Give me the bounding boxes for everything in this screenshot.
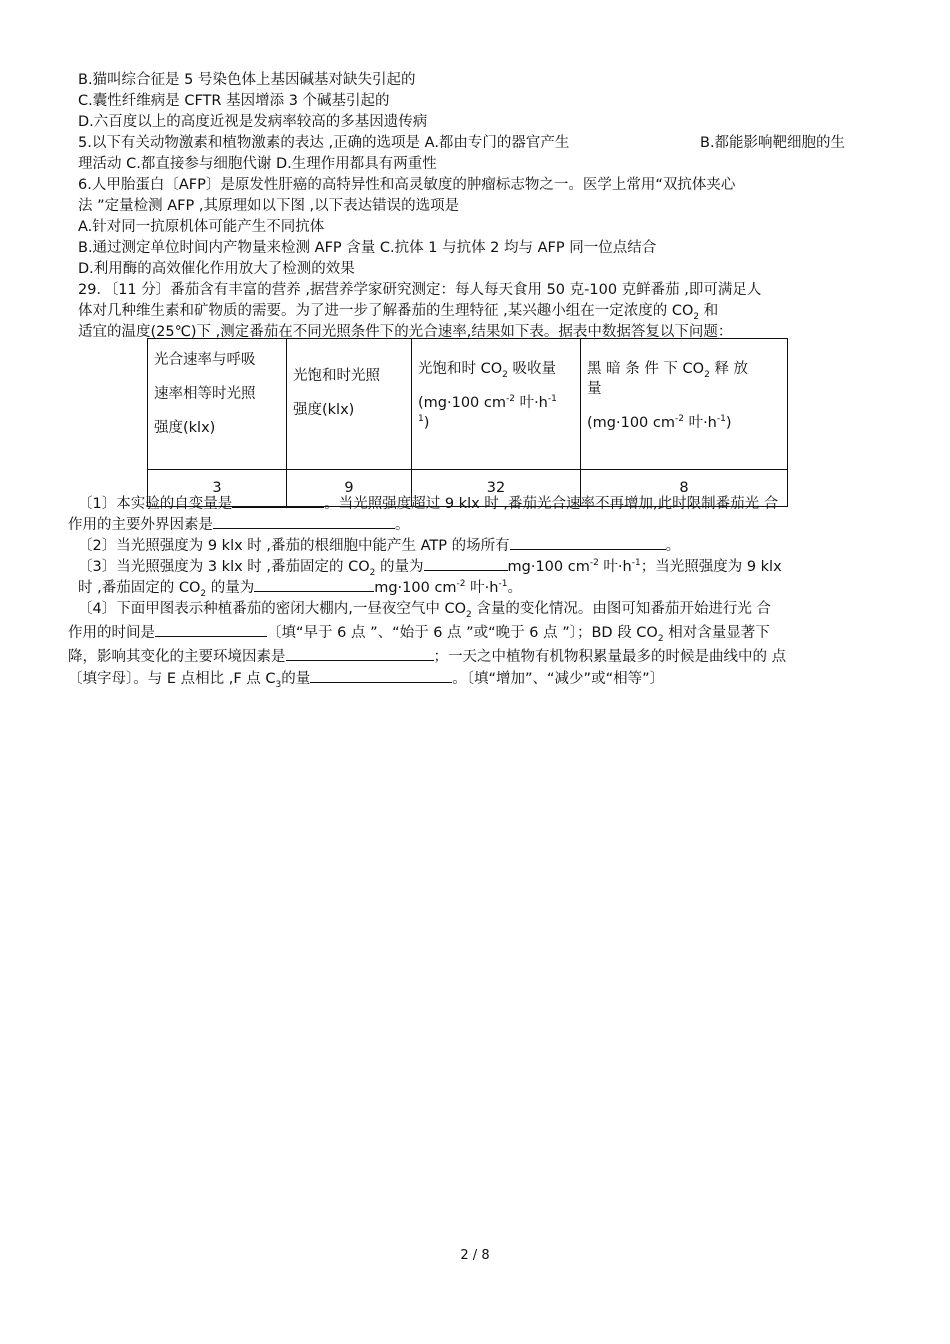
sub-question-2 <box>78 534 680 556</box>
question-5 <box>78 133 569 153</box>
table-cell: 8 <box>581 470 788 507</box>
text: ；当光照强度为 9 klx <box>640 559 782 575</box>
text: 。 <box>665 538 681 554</box>
table-header-row <box>148 339 788 470</box>
question-29-cont2: 适宜的温度(25℃)下 ,测定番茄在不同光照条件下的光合速率,结果如下表。据表中数据答复以下问题： <box>78 324 733 340</box>
header-text: 黑 暗 条 件 下 $CO_2$ 释 放 <box>587 361 749 380</box>
text: 〔填字母〕。与 E 点相比 ,F 点 C <box>68 671 276 687</box>
sub-question-4 <box>78 599 771 619</box>
superscript: -1 <box>631 558 641 569</box>
question-5-option-b: B.都能影响靶细胞的生 <box>700 135 846 151</box>
subscript: 3 <box>275 679 282 690</box>
subscript: 2 <box>693 311 700 322</box>
subscript: 2 <box>657 633 664 644</box>
header-text: 速率相等时光照 <box>154 386 256 402</box>
text: 〔填“早于 6 点 ”、“始于 6 点 ”或“晚于 6 点 ”〕；BD 段 CO <box>267 625 658 641</box>
superscript: -1 <box>498 579 508 590</box>
text: 。当光照强度超过 9 klx 时 ,番茄光合速率不再增加,此时限制番茄光 合 <box>324 496 779 512</box>
text: 〔填“增加”、“减少”或“相等”〕 <box>466 671 665 687</box>
header-text: 光饱和时 $CO_2$ 吸收量 <box>418 361 556 380</box>
header-unit: (mg·100 $cm^{-2}$ 叶$\cdot h^{-1}$) <box>587 414 732 431</box>
sub-question-4-cont2 <box>68 645 786 667</box>
text: 〔4〕下面甲图表示种植番茄的密闭大棚内,一昼夜空气中 CO <box>78 601 466 617</box>
q5-text: 5.以下有关动物激素和植物激素的表达 ,正确的选项是 A.都由专门的器官产生 <box>78 135 570 151</box>
q29-text: 体对几种维生素和矿物质的需要。为了进一步了解番茄的生理特征 ,某兴趣小组在一定浓度的 CO <box>78 303 694 319</box>
answer-blank[interactable] <box>155 621 267 637</box>
header-text: 光合速率与呼吸 <box>154 352 256 368</box>
text: 〔2〕当光照强度为 9 klx 时 ,番茄的根细胞中能产生 ATP 的场所有 <box>78 538 510 554</box>
header-cell-saturation <box>287 339 412 470</box>
question-29-cont <box>78 301 718 321</box>
question-29: 29．〔11 分〕番茄含有丰富的营养 ,据营养学家研究测定：每人每天食用 50 克-100 克鲜番茄 ,即可满足人 <box>78 282 762 298</box>
answer-blank[interactable] <box>286 645 434 661</box>
answer-blank[interactable] <box>213 513 395 529</box>
option-d: D.六百度以上的高度近视是发病率较高的多基因遗传病 <box>78 114 428 130</box>
text: 〔3〕当光照强度为 3 klx 时 ,番茄固定的 CO <box>78 559 370 575</box>
q6-option-d: D.利用酶的高效催化作用放大了检测的效果 <box>78 261 355 277</box>
data-table <box>147 338 788 507</box>
subscript: 2 <box>369 567 376 578</box>
text: 时 ,番茄固定的 CO <box>78 580 201 596</box>
answer-blank[interactable] <box>510 534 666 550</box>
text: ；一天之中植物有机物积累量最多的时候是曲线中的 点 <box>433 649 787 665</box>
header-text: 量 <box>587 381 602 397</box>
header-cell-co2-uptake <box>412 339 581 470</box>
q29-text-end: 和 <box>703 303 719 319</box>
table-cell: 3 <box>148 470 287 507</box>
text: 叶·h <box>603 559 632 575</box>
superscript: -2 <box>456 579 466 590</box>
q6-option-bc: B.通过测定单位时间内产物量来检测 AFP 含量 C.抗体 1 与抗体 2 均与 AFP 同一位点结合 <box>78 240 657 256</box>
header-cell-compensation <box>148 339 287 470</box>
question-5-cont: 理活动 C.都直接参与细胞代谢 D.生理作用都具有两重性 <box>78 156 437 172</box>
answer-blank[interactable] <box>310 667 452 683</box>
sub-question-1-cont <box>68 513 410 535</box>
q6-option-a: A.针对同一抗原机体可能产生不同抗体 <box>78 219 325 235</box>
header-unit-tail: $^1$) <box>418 414 430 431</box>
subscript: 2 <box>200 588 207 599</box>
table-cell: 9 <box>287 470 412 507</box>
sub-question-1 <box>78 492 778 514</box>
text: 作用的时间是 <box>68 625 155 641</box>
text: 。 <box>452 671 467 687</box>
subscript: 2 <box>465 609 472 620</box>
header-unit: (mg·100 $cm^{-2}$ 叶$\cdot h^{-1}$ <box>418 394 557 411</box>
text: 。 <box>395 517 410 533</box>
text: 的量 <box>281 671 311 687</box>
sub-question-3 <box>78 555 782 577</box>
text: 叶·h <box>470 580 499 596</box>
text: mg·100 cm <box>374 580 457 596</box>
text: 含量的变化情况。由图可知番茄开始进行光 合 <box>476 601 771 617</box>
answer-blank[interactable] <box>424 555 508 571</box>
option-c: C.囊性纤维病是 CFTR 基因增添 3 个碱基引起的 <box>78 93 390 109</box>
header-text: 光饱和时光照 <box>293 368 380 384</box>
answer-blank[interactable] <box>254 576 374 592</box>
text: 〔1〕本实验的自变量是 <box>78 496 233 512</box>
text: 相对含量显著下 <box>668 625 770 641</box>
answer-blank[interactable] <box>232 492 324 508</box>
sub-question-4-cont <box>68 621 770 643</box>
sub-question-3-cont: 时 ,番茄固定的 $CO_2$ 的量为 mg·100 $cm^{-2}$ 叶$\cdot h^{-1}$。 <box>78 576 522 598</box>
header-text: 强度(klx) <box>293 402 355 418</box>
text: 作用的主要外界因素是 <box>68 517 213 533</box>
text: 的量为 <box>380 559 424 575</box>
page-number: 2 / 8 <box>460 1248 490 1263</box>
table-cell: 32 <box>412 470 581 507</box>
text: mg·100 cm <box>507 559 590 575</box>
header-text: 强度(klx) <box>154 420 216 436</box>
question-6: 6.人甲胎蛋白〔AFP〕是原发性肝癌的高特异性和高灵敏度的肿瘤标志物之一。医学上常用“双抗体夹心 <box>78 177 736 193</box>
header-cell-co2-release <box>581 339 788 470</box>
sub-question-4-cont3 <box>68 667 664 689</box>
superscript: -2 <box>589 558 599 569</box>
option-b: B.猫叫综合征是 5 号染色体上基因碱基对缺失引起的 <box>78 72 416 88</box>
text: 的量为 <box>210 580 255 596</box>
question-6-cont: 法 ”定量检测 AFP ,其原理如以下图 ,以下表达错误的选项是 <box>78 198 460 214</box>
text: 降，影响其变化的主要环境因素是 <box>68 649 286 665</box>
